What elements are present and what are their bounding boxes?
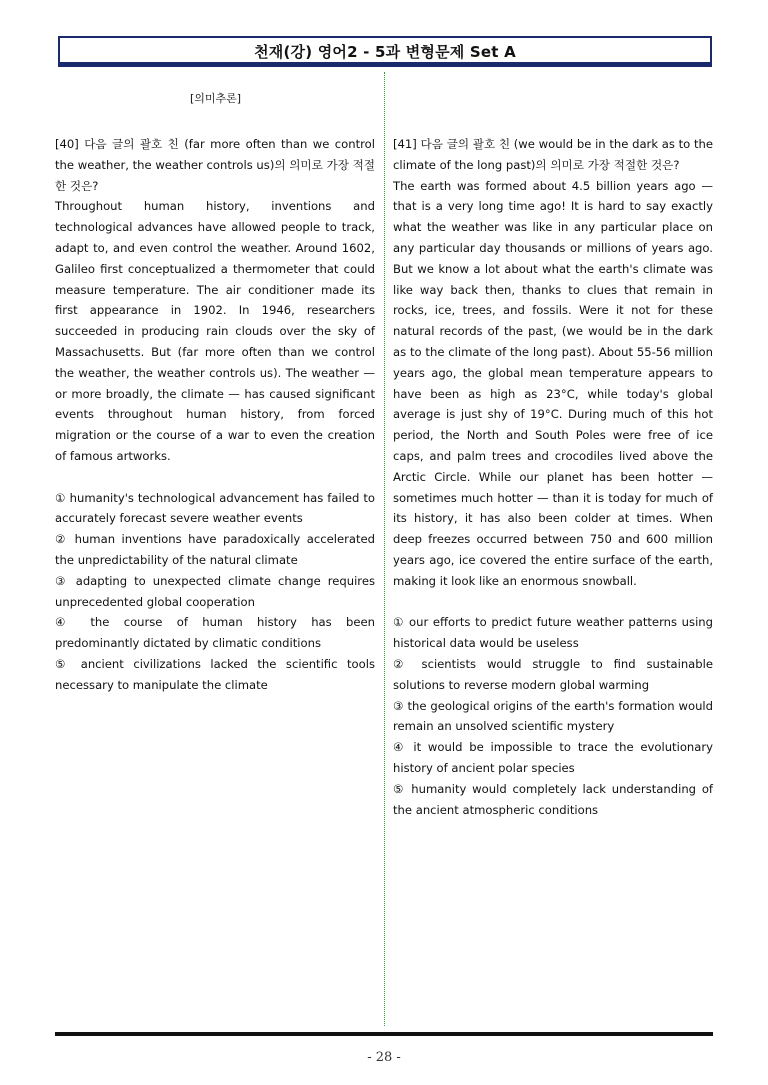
question-41-option-1: ① our efforts to predict future weather patterns using historical data would be useless	[393, 615, 713, 651]
question-41-prompt: [41] 다음 글의 괄호 친 (we would be in the dark as to the climate of the long past)의 의미로 가장 적절한 것은?	[393, 137, 713, 172]
column-divider	[384, 72, 385, 1026]
question-40-option-1: ① humanity's technological advancement has failed to accurately forecast severe weather events	[55, 490, 375, 526]
question-40	[55, 134, 375, 696]
question-41-option-2: ② scientists would struggle to find sustainable solutions to reverse modern global warming	[393, 656, 713, 692]
question-40-option-2: ② human inventions have paradoxically accelerated the unpredictability of the natural climate	[55, 532, 375, 567]
question-41-option-5: ⑤ humanity would completely lack understanding of the ancient atmospheric conditions	[393, 781, 713, 817]
header-box	[58, 36, 712, 64]
question-41-option-3: ③ the geological origins of the earth's formation would remain an unsolved scientific mystery	[393, 698, 713, 734]
question-40-option-5: ⑤ ancient civilizations lacked the scientific tools necessary to manipulate the climate	[55, 656, 375, 692]
page-title: 천재(강) 영어2 - 5과 변형문제 Set A	[254, 43, 516, 61]
section-label: [의미추론]	[190, 92, 242, 105]
question-41-passage: The earth was formed about 4.5 billion years ago — that is a very long time ago! It is hard to say exactly what the weather was like in any particular place on any particular day thousands or millions of years ago. But we know a lot about what the earth's climate was like way back then, thanks to clues that remain in rocks, ice, trees, and fossils. Were it not for these natural records of the past, (we would be in the dark as to the climate of the long past). About 55-56 million years ago, the global mean temperature appears to have been as high as 23°C, while today's global average is just shy of 19°C. During much of this hot period, the North and South Poles were free of ice caps, and palm trees and crocodiles lived above the Arctic Circle. While our planet has been hotter — sometimes much hotter — than it is today for much of its history, it has also been colder at times. When deep freezes occurred between 750 and 600 million years ago, ice covered the entire surface of the earth, making it look like an enormous snowball.	[393, 178, 713, 588]
page-number: - 28 -	[367, 1050, 401, 1065]
footer-rule	[55, 1032, 713, 1036]
question-40-option-4: ④ the course of human history has been predominantly dictated by climatic conditions	[55, 615, 375, 651]
question-41-option-4: ④ it would be impossible to trace the evolutionary history of ancient polar species	[393, 740, 713, 775]
question-41	[393, 134, 713, 820]
question-40-option-3: ③ adapting to unexpected climate change requires unprecedented global cooperation	[55, 573, 375, 609]
question-40-passage: Throughout human history, inventions and technological advances have allowed people to track, adapt to, and even control the weather. Around 1602, Galileo first conceptualized a thermometer that could measure temperature. The air conditioner made its first appearance in 1902. In 1946, researchers succeeded in producing rain clouds over the sky of Massachusetts. But (far more often than we control the weather, the weather controls us). The weather — or more broadly, the climate — has caused significant events throughout human history, from forced migration or the course of a war to even the creation of famous artworks.	[55, 199, 375, 463]
question-40-prompt: [40] 다음 글의 괄호 친 (far more often than we control the weather, the weather controls us)의 의미로 가장 적절한 것은?	[55, 137, 375, 193]
